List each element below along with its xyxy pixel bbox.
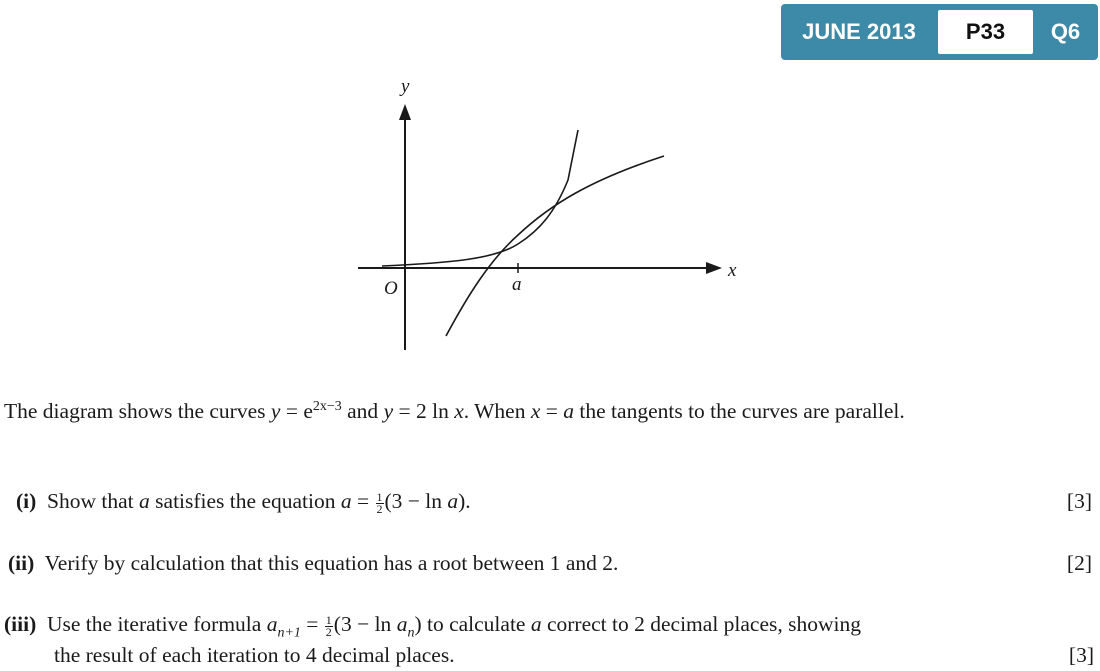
var-a: a — [340, 489, 352, 513]
part-text: satisfies the equation — [149, 489, 341, 513]
exponential-curve — [382, 130, 578, 266]
intro-text: and — [341, 399, 384, 423]
intro-eq: = — [540, 399, 564, 423]
part-ii — [8, 548, 1096, 579]
part-label: (i) — [16, 489, 37, 513]
subscript: n+1 — [277, 625, 301, 641]
fraction-half: $\frac{1}{2}$ — [325, 612, 332, 639]
intro-eq: = e — [280, 399, 313, 423]
part-eq: = — [351, 489, 375, 513]
part-iii — [4, 609, 1098, 671]
badge-paper: P33 — [938, 10, 1033, 54]
part-label: (ii) — [8, 551, 35, 575]
var-y: y — [270, 399, 281, 423]
marks: [3] — [1068, 643, 1094, 667]
part-text: ). — [458, 489, 471, 513]
y-axis-arrow — [399, 104, 411, 120]
subscript: n — [407, 625, 415, 641]
log-curve — [446, 156, 664, 336]
part-text: ) to calculate — [414, 612, 531, 636]
part-i — [16, 486, 1096, 517]
part-text: Verify by calculation that this equation has a root between 1 and 2. — [44, 551, 619, 575]
var-x: x — [530, 399, 541, 423]
badge-date: JUNE 2013 — [802, 19, 916, 44]
y-axis-label: y — [401, 76, 410, 97]
part-eq: = — [300, 612, 324, 636]
var-a: a — [266, 612, 278, 636]
var-a: a — [396, 612, 408, 636]
question-intro — [4, 396, 1098, 427]
fraction-half: $\frac{1}{2}$ — [376, 489, 383, 516]
part-text: (3 − ln — [384, 489, 448, 513]
part-text: Show that — [47, 489, 140, 513]
intro-eq: = 2 ln — [393, 399, 455, 423]
var-a: a — [447, 489, 459, 513]
part-text-line2 — [4, 640, 1098, 671]
var-y: y — [383, 399, 394, 423]
marks: [3] — [1066, 489, 1092, 513]
var-a: a — [530, 612, 542, 636]
var-a: a — [139, 489, 150, 513]
part-text: the result of each iteration to 4 decimal places. — [54, 643, 455, 667]
var-x: x — [454, 399, 464, 423]
intro-text: the tangents to the curves are parallel. — [574, 399, 905, 423]
part-text: (3 − ln — [333, 612, 397, 636]
x-axis-label: x — [728, 260, 737, 281]
origin-label: O — [384, 278, 398, 299]
a-label: a — [512, 274, 522, 295]
marks: [2] — [1066, 551, 1092, 575]
part-label: (iii) — [4, 612, 37, 636]
intro-text: The diagram shows the curves — [4, 399, 271, 423]
var-a: a — [563, 399, 575, 423]
part-text: correct to 2 decimal places, showing — [541, 612, 861, 636]
part-text: Use the iterative formula — [47, 612, 267, 636]
curves-diagram — [340, 70, 760, 360]
x-axis-arrow — [706, 262, 722, 274]
intro-text: . When — [463, 399, 531, 423]
question-badge — [781, 4, 1098, 60]
exponent: 2x−3 — [312, 398, 342, 414]
badge-question: Q6 — [1050, 19, 1081, 44]
